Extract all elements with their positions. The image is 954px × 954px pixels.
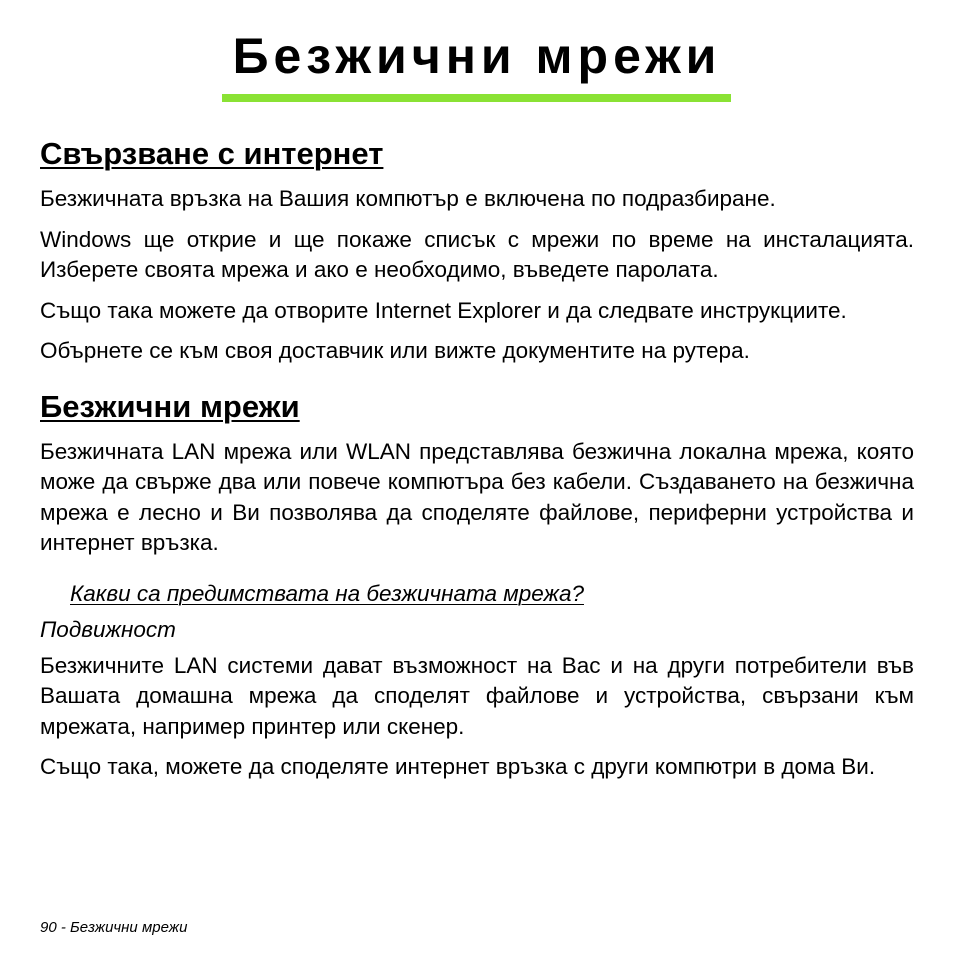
page-footer: 90 - Безжични мрежи <box>40 919 188 936</box>
section-heading-internet: Свързване с интернет <box>40 136 384 171</box>
subheading-mobility: Подвижност <box>40 616 176 642</box>
paragraph: Безжичната връзка на Вашия компютър е включена по подразбиране. <box>40 186 776 211</box>
question-heading: Какви са предимствата на безжичната мрежа? <box>70 580 584 606</box>
paragraph: Безжичните LAN системи дават възможност на Вас и на други потребители във Вашата домашна мрежа да споделят файлове и устройства, свързани към мрежата, например принтер или скенер. <box>40 652 914 739</box>
paragraph: Също така можете да отворите Internet Explorer и да следвате инструкциите. <box>40 297 847 323</box>
page-content <box>40 134 914 793</box>
paragraph: Windows ще открие и ще покаже списък с мрежи по време на инсталацията. Изберете своята мрежа и ако е необходимо, въведете паролата. <box>40 226 914 282</box>
paragraph: Обърнете се към своя доставчик или вижте документите на рутера. <box>40 338 750 363</box>
paragraph: Безжичната LAN мрежа или WLAN представлява безжична локална мрежа, която може да свърже два или повече компютъра без кабели. Създаването на безжична мрежа е лесно и Ви позволява да споделяте файлове, периферни устройства и интернет връзка. <box>40 438 914 555</box>
section-heading-wireless: Безжични мрежи <box>40 388 300 424</box>
chapter-title: Безжични мрежи <box>232 28 722 84</box>
paragraph: Също така, можете да споделяте интернет връзка с други компютри в дома Ви. <box>40 754 876 779</box>
title-underline-rule <box>222 94 731 102</box>
